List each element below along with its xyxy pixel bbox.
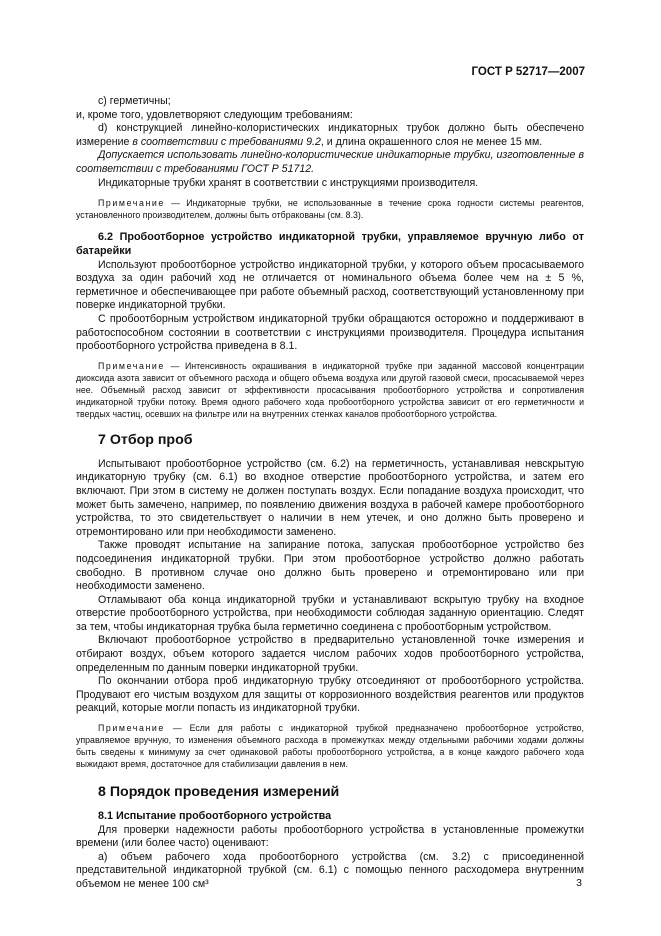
section-heading-7: 7 Отбор проб [98, 432, 193, 449]
note-label: Примечание [98, 723, 165, 734]
note-text: — Если для работы с индикаторной трубкой предназначено пробоотборное устройство, управляемое вручную, то изменения объемного расхода в промежутках между отдельными рабочими ходами должны быть сведены к минимуму за счет одинаковой работы пробоотборного устройства, а в конце каждого рабочего хода выжидают время, достаточное для стабилизации давления в нем. [76, 723, 584, 770]
paragraph: Испытывают пробоотборное устройство (см. 6.2) на герметичность, устанавливая невскрытую индикаторную трубку (см. 6.1) во входное отверстие пробоотборного устройства, и затем его включают. При этом в систему не должен поступать воздух. Если попадание воздуха происходит, что может быть замечено, например, по появлению движения воздуха в рабочей камере пробоотборного устройства, то это свидетельствует о наличии в нем утечек, и оно должно быть проверено и отремонтировано или при необходимости заменено. [76, 457, 584, 538]
document-id-header: ГОСТ Р 52717—2007 [471, 66, 585, 78]
paragraph: и, кроме того, удовлетворяют следующим требованиям: [76, 108, 353, 121]
paragraph: Также проводят испытание на запирание потока, запуская пробоотборное устройство без подсоединения индикаторной трубки. При этом пробоотборное устройство должно работать свободно. В противном случае оно должно быть проверено и отремонтировано или при необходимости заменено. [76, 539, 584, 593]
note-text: — Индикаторные трубки, не использованные в течение срока годности системы реагентов, установленного производителем, должны быть отбракованы (см. 8.3). [76, 198, 584, 221]
page-number: 3 [576, 877, 582, 889]
note [76, 360, 584, 420]
page-content [76, 95, 584, 892]
note-label: Примечание [98, 198, 165, 209]
section-heading-8: 8 Порядок проведения измерений [98, 784, 340, 801]
note [76, 722, 584, 770]
note-label: Примечание [98, 360, 165, 371]
paragraph: По окончании отбора проб индикаторную трубку отсоединяют от пробоотборного устройства. Продувают его чистым воздухом для защиты от коррозионного воздействия реагентов или продуктов реакций, которые могли попасть из индикаторной трубки. [76, 675, 584, 715]
section-heading-8-1: 8.1 Испытание пробоотборного устройства [98, 810, 332, 822]
list-item-c: c) герметичны; [98, 95, 171, 107]
note-text: — Интенсивность окрашивания в индикаторной трубке при заданной массовой концентрации диоксида азота зависит от объемного расхода и общего объема воздуха или другой газовой смеси, просасываемой через нее. Объемный расход зависит от эффективности просасывания пробоотборного устройства и сопротивления индикаторной трубки потоку. Время одного рабочего хода пробоотборного устройства зависит от его герметичности и твердых частиц, осевших на фильтре или на внутренних стенках каналов пробоотборного устройства. [76, 360, 584, 420]
paragraph: С пробоотборным устройством индикаторной трубки обращаются осторожно и поддерживают в работоспособном состоянии в соответствии с инструкциями производителя. Процедура испытания пробоотборного устройства приведена в 8.1. [76, 312, 584, 353]
text-run-italic: в соответствии с требованиями 9.2 [132, 135, 321, 148]
paragraph-italic: Допускается использовать линейно-колористические индикаторные трубки, изготовленные в соответствии с требованиями ГОСТ Р 51712. [76, 149, 584, 175]
paragraph: Для проверки надежности работы пробоотборного устройства в установленные промежутки времени (или более часто) оценивают: [76, 823, 584, 850]
note [76, 197, 584, 221]
paragraph: Используют пробоотборное устройство индикаторной трубки, у которого объем просасываемого воздуха за один рабочий ход не отличается от номинального объема более чем на ± 5 %, герметичное и обеспечивающее при работе объемный расход, соответствующий установленному при поверке индикаторной трубки. [76, 258, 584, 312]
text-run: d) конструкцией линейно-колористических индикаторных трубок должно быть обеспечено измерение [76, 122, 584, 148]
list-item-d [76, 122, 584, 149]
paragraph: Отламывают оба конца индикаторной трубки и устанавливают вскрытую трубку на входное отверстие пробоотборного устройства, при необходимости соблюдая заданную ориентацию. Следят за тем, чтобы индикаторная трубка была герметично соединена с пробоотборным устройством. [76, 593, 584, 633]
list-item-a: а) объем рабочего хода пробоотборного устройства (см. 3.2) с присоединенной представительной индикаторной трубкой (см. 6.1) с помощью пенного расходомера внутренним объемом не менее 100 см³ [76, 850, 584, 890]
section-heading-6-2: 6.2 Пробоотборное устройство индикаторной трубки, управляемое вручную либо от батарейки [76, 231, 584, 257]
paragraph: Включают пробоотборное устройство в предварительно установленной точке измерения и отбирают воздух, объем которого задается числом рабочих ходов пробоотборного устройства, определенным по данным поверки индикаторной трубки. [76, 634, 584, 674]
text-run: , и длина окрашенного слоя не менее 15 мм. [320, 135, 543, 148]
paragraph: Индикаторные трубки хранят в соответствии с инструкциями производителя. [98, 176, 479, 189]
